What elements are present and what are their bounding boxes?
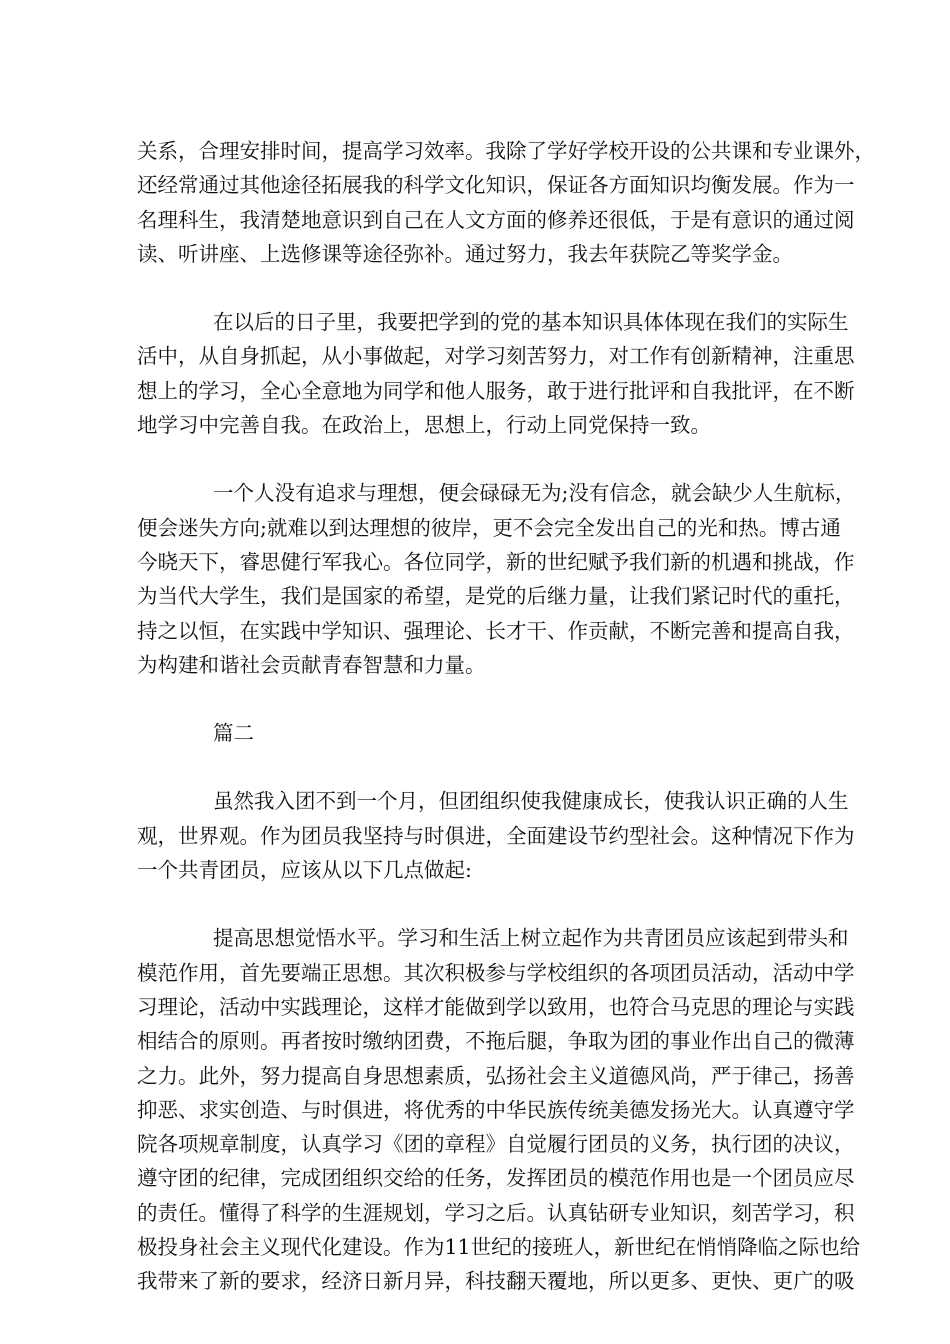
text-line: 今晓天下，睿思健行军我心。各位同学，新的世纪赋予我们新的机遇和挑战，作 — [137, 549, 855, 574]
text-line: 虽然我入团不到一个月，但团组织使我健康成长，使我认识正确的人生 — [213, 789, 849, 814]
document-body — [137, 134, 875, 1333]
paragraph-1 — [137, 134, 875, 271]
text-line: 关系，合理安排时间，提高学习效率。我除了学好学校开设的公共课和专业课外， — [137, 139, 875, 163]
section-heading: 篇二 — [213, 721, 254, 746]
text-line: 习理论，活动中实践理论，这样才能做到学以致用，也符合马克思的理论与实践 — [137, 994, 855, 1019]
text-line: 遵守团的纪律，完成团组织交给的任务，发挥团员的模范作用也是一个团员应尽 — [137, 1166, 855, 1191]
text-line: 模范作用，首先要端正思想。其次积极参与学校组织的各项团员活动，活动中学 — [137, 960, 855, 985]
text-line: 一个人没有追求与理想，便会碌碌无为;没有信念，就会缺少人生航标， — [213, 481, 856, 506]
text-line: 为构建和谐社会贡献青春智慧和力量。 — [137, 652, 486, 677]
text-line: 院各项规章制度，认真学习《团的章程》自觉履行团员的义务，执行团的决议， — [137, 1132, 855, 1157]
text-line: 一个共青团员，应该从以下几点做起: — [137, 858, 472, 883]
text-line: 为当代大学生，我们是国家的希望，是党的后继力量，让我们紧记时代的重托， — [137, 584, 855, 609]
paragraph-2 — [137, 305, 855, 442]
text-line: 持之以恒，在实践中学知识、强理论、长才干、作贡献，不断完善和提高自我， — [137, 618, 855, 643]
text-line: 我带来了新的要求，经济日新月异，科技翻天覆地，所以更多、更快、更广的吸 — [137, 1269, 855, 1294]
text-line: 名理科生，我清楚地意识到自己在人文方面的修养还很低，于是有意识的通过阅 — [137, 207, 855, 232]
text-line: 活中，从自身抓起，从小事做起，对学习刻苦努力，对工作有创新精神，注重思 — [137, 344, 855, 369]
text-line: 之力。此外，努力提高自身思想素质，弘扬社会主义道德风尚，严于律己，扬善 — [137, 1063, 855, 1088]
text-line: 还经常通过其他途径拓展我的科学文化知识，保证各方面知识均衡发展。作为一 — [137, 173, 855, 198]
text-line: 抑恶、求实创造、与时俱进，将优秀的中华民族传统美德发扬光大。认真遵守学 — [137, 1097, 855, 1122]
text-line: 想上的学习，全心全意地为同学和他人服务，敢于进行批评和自我批评，在不断 — [137, 378, 855, 403]
text-line: 相结合的原则。再者按时缴纳团费，不拖后腿，争取为团的事业作出自己的微薄 — [137, 1029, 855, 1054]
text-line: 极投身社会主义现代化建设。作为11世纪的接班人，新世纪在悄悄降临之际也给 — [137, 1235, 861, 1260]
paragraph-3 — [137, 476, 856, 682]
text-line: 在以后的日子里，我要把学到的党的基本知识具体体现在我们的实际生 — [213, 310, 849, 335]
text-line: 便会迷失方向;就难以到达理想的彼岸，更不会完全发出自己的光和热。博古通 — [137, 515, 841, 540]
text-line: 的责任。懂得了科学的生涯规划，学习之后。认真钻研专业知识，刻苦学习，积 — [137, 1200, 855, 1225]
text-line: 地学习中完善自我。在政治上，思想上，行动上同党保持一致。 — [137, 413, 711, 438]
paragraph-5 — [137, 921, 861, 1298]
paragraph-4 — [137, 784, 855, 887]
text-line: 读、听讲座、上选修课等途径弥补。通过努力，我去年获院乙等奖学金。 — [137, 241, 793, 266]
text-line: 提高思想觉悟水平。学习和生活上树立起作为共青团员应该起到带头和 — [213, 926, 849, 951]
text-line: 观，世界观。作为团员我坚持与时俱进，全面建设节约型社会。这种情况下作为 — [137, 823, 855, 848]
